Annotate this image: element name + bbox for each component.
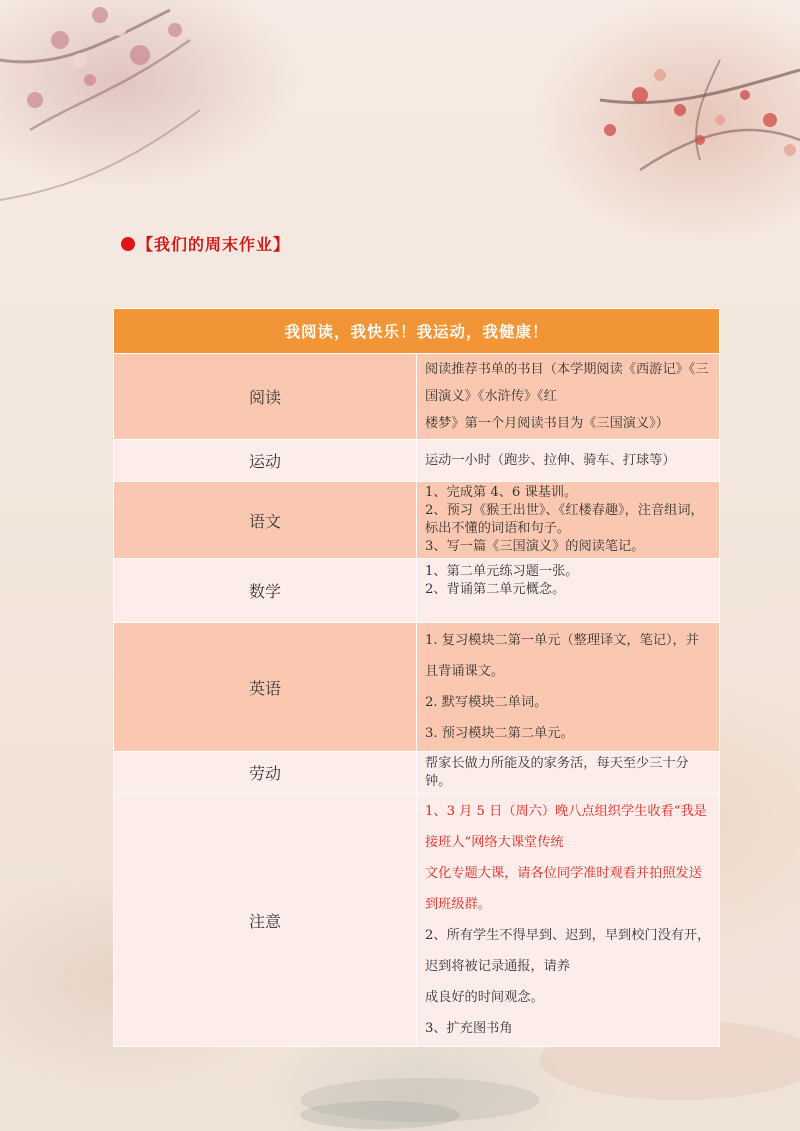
table-row-notice xyxy=(114,794,720,1047)
table-row-exercise xyxy=(114,440,720,482)
content-line: 2、预习《猴王出世》、《红楼春趣》，注音组词，标出不懂的词语和句子。 xyxy=(425,503,704,536)
content-line: 成良好的时间观念。 xyxy=(425,990,544,1005)
content-line: 帮家长做力所能及的家务活，每天至少三十分钟。 xyxy=(425,755,689,789)
notice-highlight-line: 文化专题大课，请各位同学准时观看并拍照发送到班级群。 xyxy=(425,866,702,912)
content-line: 3、写一篇《三国演义》的阅读笔记。 xyxy=(425,539,645,554)
content-line: 运动一小时（跑步、拉伸、骑车、打球等） xyxy=(425,452,676,468)
table-row-labor xyxy=(114,752,720,794)
subject-label: 语文 xyxy=(114,482,417,559)
notice-highlight-line: 1、3 月 5 日（周六）晚八点组织学生收看“我是接班人”网络大课堂传统 xyxy=(425,804,707,850)
row-content xyxy=(417,794,720,1047)
table-row-reading xyxy=(114,354,720,440)
banner-row xyxy=(114,309,720,354)
subject-label: 运动 xyxy=(114,440,417,482)
content-line: 1、第二单元练习题一张。 xyxy=(425,564,579,579)
table-row-chinese xyxy=(114,482,720,559)
section-title: 【我们的周末作业】 xyxy=(137,235,291,254)
row-content xyxy=(417,482,720,559)
content-line: 2、背诵第二单元概念。 xyxy=(425,582,566,597)
table-row-math xyxy=(114,559,720,623)
subject-label: 数学 xyxy=(114,559,417,623)
subject-label: 劳动 xyxy=(114,752,417,794)
section-heading xyxy=(121,232,290,255)
content-line: 1、完成第 4、6 课基训。 xyxy=(425,485,578,500)
row-content xyxy=(417,440,720,482)
content-line: 2、所有学生不得早到、迟到，早到校门没有开，迟到将被记录通报，请养 xyxy=(425,928,711,974)
content-line: 3、扩充图书角 xyxy=(425,1021,513,1036)
row-content xyxy=(417,623,720,752)
content-line: 楼梦》第一个月阅读书目为《三国演义》） xyxy=(425,416,669,431)
red-dot-icon xyxy=(121,237,135,251)
row-content xyxy=(417,354,720,440)
content-line: 1. 复习模块二第一单元（整理译文，笔记），并且背诵课文。 xyxy=(425,633,699,679)
content-line: 阅读推荐书单的书目（本学期阅读《西游记》《三国演义》《水浒传》《红 xyxy=(425,362,709,404)
subject-label: 阅读 xyxy=(114,354,417,440)
subject-label: 英语 xyxy=(114,623,417,752)
row-content xyxy=(417,559,720,623)
content-line: 2. 默写模块二单词。 xyxy=(425,695,548,710)
banner-text: 我阅读，我快乐！我运动，我健康！ xyxy=(114,309,720,354)
homework-table xyxy=(113,308,720,1047)
table-row-english xyxy=(114,623,720,752)
subject-label: 注意 xyxy=(114,794,417,1047)
content-line: 3. 预习模块二第二单元。 xyxy=(425,726,574,741)
row-content xyxy=(417,752,720,794)
